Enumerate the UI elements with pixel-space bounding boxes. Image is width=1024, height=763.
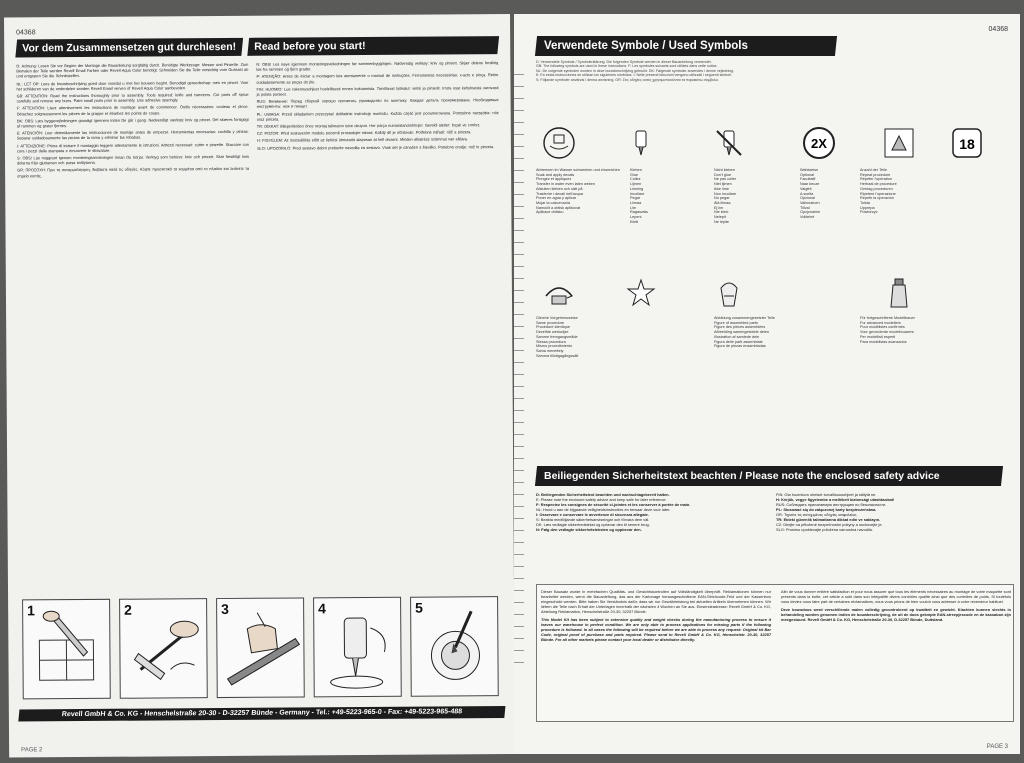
intro-line: D: Verwendete Symbole / Symbolerklärung. Die folgenden Symbole werden in dieser Bauanleitung verwendet. <box>536 60 712 64</box>
legend-line: Optional <box>800 172 815 177</box>
legend-line: Lijmen <box>630 182 642 187</box>
legend-line: Glue <box>630 172 639 177</box>
paragraph: FIN: HUOMIO: Lue rakennusohjeet huolellisesti ennen kokoamista. Tarvittavat työkalut: veitsi ja pinsetit. Irrota osat kehyksestä varovasti ja poista purseet. <box>256 84 499 97</box>
legend-line: Para modelistas avanzados <box>860 339 907 344</box>
legend-line: Same procedure <box>536 320 565 325</box>
instructions-column-2 <box>256 60 502 590</box>
safety-line: FIN: Ota huomioon oheiset turvallisuusohjeet ja säilytä ne. <box>776 492 877 497</box>
filing-illustration <box>217 598 306 699</box>
bottle-icon <box>882 276 916 310</box>
legend-line: Facultatif <box>800 177 816 182</box>
safety-line: N: Følg den vedlagte sikkerhetsteksten og oppbevar den. <box>536 527 642 532</box>
legend-line: Tillval <box>800 205 810 210</box>
legend-line: Opcjonalnie <box>800 210 821 215</box>
legend-line: Lepení <box>630 215 642 220</box>
symbol-row-2 <box>536 276 1006 316</box>
legend-line: Ragasztás <box>630 210 648 215</box>
svg-text:18: 18 <box>959 136 975 152</box>
step-number: 4 <box>318 600 326 617</box>
step-panel-2 <box>119 598 208 699</box>
safety-line: GR: Τηρείτε τις συνημμένες οδηγίες ασφαλείας. <box>776 512 858 517</box>
legend-line: Abtrennen im Wasser schwenken und einweichen <box>536 168 620 172</box>
legend-glue <box>630 168 676 270</box>
legend-line: Naar keuze <box>800 182 820 187</box>
ref-code: 04368 <box>16 29 36 37</box>
legend-line: Repeat procedure <box>860 172 891 177</box>
intro-line: GB: The following symbols are used in these instructions. F: Les symboles suivants sont utilisés dans cette notice. <box>536 64 718 69</box>
assembly-steps <box>22 596 501 707</box>
banner-safety: Beiliegenden Sicherheitstext beachten / Please note the enclosed safety advice <box>535 466 1003 486</box>
company-footer: Revell GmbH & Co. KG - Henschelstraße 20-30 - D-32257 Bünde - Germany - Tel.: +49-5223-965-0 - Fax: +49-5223-965-488 <box>18 706 505 721</box>
paragraph: PL: UWAGA: Przed składaniem przeczytać dokładnie instrukcję montażu. Każda część jest ponumerowana. Potrzebne narzędzia: nóż oraz pinceta. <box>256 109 499 122</box>
legend-line: Valgfrit <box>800 186 812 191</box>
legend-line: Figura de piezas ensambladas <box>714 344 766 349</box>
step-panel-4 <box>313 597 402 698</box>
trimming-illustration <box>120 599 209 700</box>
legend-line: Dezelfde werkwijze <box>536 330 569 335</box>
optional-figure-icon <box>882 126 916 160</box>
ref-code: 04368 <box>988 26 1008 33</box>
banner-read-en: Read before you start! <box>247 36 499 56</box>
paragraph: D: Achtung: Lesen Sie vor Beginn der Montage die Bauanleitung sorgfältig durch. Benötigte Werkzeuge: Messer und Pinzette. Zum Bemalen der Teile werden Revell Email Farben oder Revell Aqua Color benötigt. Schneiden Sie die Teile vorsichtig vom Gussast ab und entgraten Sie die Schnittstellen. <box>16 61 249 79</box>
advanced-icon <box>712 276 746 310</box>
legend-line: Älä liimaa <box>714 200 731 205</box>
notice-paragraph: Dieser Bausatz wurde in mehrfachen Qualitäts- und Gewichtskontrollen auf Vollständigkeit überprüft. Reklamationen können nur bearbeitet werden, wenn die Bauanleitung, das aus der Kartonage herausgeschnittene EAN-Strichcode-Feld und der Kassenbon eingeschickt werden. Bitte haben Sie Verständnis dafür, dass wir nur Gewährleistung bei aktuellen Artikeln übernehmen können. Wir liefern die Teile nach Erhalt der Unterlagen innerhalb der nächsten 4 Wochen an Sie aus. Einsendeadresse: Revell GmbH & Co. KG, Abteilung Reklamation, Henschelstraße 20-30, 32257 Bünde. <box>541 589 771 614</box>
step-panel-1 <box>22 599 111 700</box>
banner-used-symbols: Verwendete Symbole / Used Symbols <box>535 36 837 56</box>
legend-line: No pegar <box>714 196 730 201</box>
decal-water-icon <box>542 126 576 160</box>
legend-line: Afsluiten kleben och sätt på <box>536 186 583 191</box>
notice-column-left <box>541 589 771 642</box>
step-number: 1 <box>27 602 36 619</box>
legend-line: Samma tillvägagångssätt <box>536 353 579 358</box>
legend-line: Wahlweise <box>800 168 819 172</box>
legend-no-glue <box>714 168 768 270</box>
legend-line: Opcional <box>800 196 815 201</box>
safety-line: NL: Houd u aan de bijgaande veiligheidsinstructies en bewaar deze voor later. <box>536 507 671 512</box>
step-panel-3 <box>216 597 305 698</box>
legend-decals <box>536 168 628 270</box>
same-procedure-icon <box>542 276 576 310</box>
legend-line: Volitelně <box>800 215 815 220</box>
legend-line: Nicht kleben <box>714 168 735 172</box>
instructions-column-1 <box>16 62 252 592</box>
step-panel-5 <box>410 596 499 697</box>
legend-line: Abbildung zusammengesetzter Teile <box>714 316 775 320</box>
safety-line: RUS: Соблюдать прилагаемую инструкцию по безопасности. <box>776 502 887 507</box>
page-number: PAGE 2 <box>21 747 43 754</box>
legend-line: Sama menettely <box>536 348 564 353</box>
left-page <box>4 14 515 758</box>
safety-line: CZ: Dbejte na přiložené bezpečnostní pokyny a uschovejte je. <box>776 522 883 527</box>
safety-column-right <box>776 492 1006 572</box>
legend-line: Figura delle parti assemblate <box>714 339 763 344</box>
legend-line: Kleiti <box>630 219 639 224</box>
margin-rule-lines <box>514 74 524 674</box>
legend-line: Stessa procedura <box>536 339 566 344</box>
legend-line: Liimaa <box>630 200 642 205</box>
paragraph: DK: OBS: Læs byggevejledningen grundigt igennem inden De går i gang. Nødvendigt værktøj: kniv og pincet. Del skæres forsigtigt af rammen og grater fjernes. <box>16 116 249 129</box>
legend-line: Collez <box>630 177 641 182</box>
paragraph: P: ATENÇÃO: Antes de iniciar a montagem leia atentamente o manual de instruções. Ferramentas necessárias: x-acto e pinça. Retire cuidadosamente as peças do jito. <box>256 72 499 85</box>
paragraph: F: ATTENTION: Lisez attentivement les instructions de montage avant de commencer. Outils nécessaires: couteau et pince. Détachez soigneusement les pièces de la grappe et ébarbez les points de coupe. <box>16 104 249 117</box>
notice-paragraph: This Model Kit has been subject to extensive quality and weight checks during the manufacturing process to ensure it leaves our warehouse in perfect condition. We are only able to process applications for missing parts if the following procedure is followed. In all cases the following will be required before we are able to process any request: Original kit Bar Code, original proof of purchase and parts required. Please send to Revell GmbH & Co. KG, Henschelstr. 20-30, 32257 Bünde. For all other markets please contact your local dealer or distributor directly. <box>541 617 771 642</box>
legend-line: Don't glue <box>714 172 731 177</box>
legend-line: Ej lim <box>714 205 724 210</box>
paragraph: TR: DİKKAT: Bileşenlerden önce montaj talimatını iyice okuyun. Her parça numaralandırılmıştır. Gerekli aletler: bıçak ve cımbız. <box>256 122 481 129</box>
legend-line: Upprepa <box>860 205 875 210</box>
legend-line: Trasferire i decali nell'acqua <box>536 191 584 196</box>
legend-line: Gentag proceduren <box>860 186 893 191</box>
paragraph: H: FIGYELEM: Az összeállítás előtt az építési útmutatót alaposan át kell olvasni. Minden alkatrész számmal van ellátva. <box>256 136 469 144</box>
safety-line: DK: Læs vedlagte sikkerhedstekst og opbevar den til senere brug. <box>536 522 650 527</box>
legend-line: Mismo procedimiento <box>536 344 573 349</box>
paragraph: S: OBS! Läs noggrant igenom monteringsanvisningen innan Du börjar. Verktyg som behövs: kniv och pincett. Skär försiktigt loss delarna från gjutramen och putsa snittytorna. <box>16 153 250 166</box>
legend-line: Ripetere l'operazione <box>860 191 896 196</box>
legend-line: Kleben <box>630 168 642 172</box>
legend-line: Pegar <box>630 196 641 201</box>
safety-line: E: Please note the enclosed safety advice and keep safe for later reference. <box>536 497 667 502</box>
legend-line: Für fortgeschrittene Modellbauer <box>860 316 915 320</box>
assembled-parts-icon <box>624 276 658 310</box>
step-number: 3 <box>221 600 229 618</box>
legend-line: Soak and apply decals <box>536 172 575 177</box>
notice-paragraph: Afin de vous donner entière satisfaction et pour nous assurer que tous les éléments nécessaires au montage de votre maquette sont présents dans la boîte, cet article a subi dans son intégralité divers contrôles qualité ainsi que des contrôles de poids. Si toutefois vous deviez nous faire part de certaines réclamations, nous vous prions de bien vouloir vous adresser à votre revendeur habituel. <box>781 589 1011 604</box>
legend-line: Anzahl der Teile <box>860 168 887 172</box>
legend-line: Gleiche Vorgehensweise <box>536 316 578 320</box>
legend-line: Repetir la operación <box>860 196 894 201</box>
intro-line: NL: De volgende symbolen worden in deze bouwbeschrijving gebruikt. DK: Følgende symboler anvendes i denne vejledning. <box>536 68 735 73</box>
legend-line: Niet lijmen <box>714 182 732 187</box>
painting-illustration <box>411 597 500 698</box>
legend-line: Afbeelding samengestelde delen <box>714 330 770 335</box>
legend-assembled <box>714 316 844 374</box>
legend-line: Répéter l'opération <box>860 177 892 182</box>
legend-same-procedure <box>536 316 636 374</box>
step-number: 2 <box>124 601 133 618</box>
safety-line: F: Respectez les consignes de sécurité ci-jointes et les conserver à portée de main. <box>536 502 691 507</box>
legend-line: Ikke lime <box>714 186 729 191</box>
page-number: PAGE 3 <box>986 744 1008 750</box>
legend-line: Voor gevorderde modelbouwers <box>860 330 914 335</box>
gluing-illustration <box>314 598 403 699</box>
safety-line: SLO: Prosimo upoštevajte priložena varnostna navodila. <box>776 527 873 532</box>
legend-line: Samme fremgangsmåde <box>536 334 578 339</box>
safety-line: I: Osservare e conservare le avvertenze di sicurezza allegate. <box>536 512 649 517</box>
legend-line: Figure of assembled parts <box>714 320 758 325</box>
legend-advanced <box>860 316 1004 374</box>
legend-line: Illustration af samlede dele <box>714 334 760 339</box>
legend-line: Namočit a obtisk aplikovat <box>536 205 581 210</box>
legend-line: Plongez et appliquez <box>536 177 572 182</box>
safety-line: D: Beiliegenden Sicherheitstext beachten und nachschlagebereit halten. <box>536 492 670 497</box>
legend-optional <box>800 168 854 270</box>
intro-line: E: En estas instrucciones se utilizan los siguientes símbolos. I: Nelle presenti istruzioni vengono utilizzati i seguenti simboli. <box>536 73 732 78</box>
cutting-illustration <box>23 600 112 701</box>
legend-line: Aplikace obtisku <box>536 210 564 215</box>
paragraph: N: OBS! Les nøye igjennom monteringsveiledningen før sammenbyggingen. Nødvendig verktøy: kniv og pinsett. Skjær delene forsiktig løs fra rammen og fjern grader. <box>256 60 499 72</box>
legend-line: Mojar la calcomanía <box>536 200 570 205</box>
legend-line: Valinnainen <box>800 200 820 205</box>
intro-line: S: Följande symboler används i denna anvisning. GR: Στις οδηγίες αυτές χρησιμοποιούνται τα παρακάτω σύμβολα. <box>536 77 719 82</box>
symbol-row-1 <box>536 126 1006 166</box>
legend-line: Herhaal de procedure <box>860 182 897 187</box>
legend-line: Procédure identique <box>536 325 570 330</box>
legend-line: Poner en agua y aplicar <box>536 196 577 201</box>
notice-column-right <box>781 589 1011 622</box>
paragraph: RUS: Внимание: Перед сборкой хорошо прочитать руководство по монтажу. Каждая деталь пронумерована. Необходимые инструменты: нож и пинцет. <box>256 97 499 110</box>
legend-line: Toista <box>860 200 870 205</box>
symbols-intro <box>536 60 1006 120</box>
legend-line: Powtórzyć <box>860 210 878 215</box>
age-18-icon <box>950 126 984 160</box>
repeat-2x-icon <box>802 126 836 160</box>
paragraph: I: ATTENZIONE: Prima di iniziare il montaggio leggere attentamente le istruzioni. Attrezzi necessari: cutter e pinzette. Staccare con cura i pezzi dalla stampata e rimuovere le sbavature. <box>16 141 249 154</box>
legend-repeat <box>860 168 1004 270</box>
legend-line: Ne lepite <box>714 219 729 224</box>
safety-column-left <box>536 492 768 572</box>
step-number: 5 <box>415 599 423 616</box>
right-page <box>514 14 1020 754</box>
safety-line: S: Beakta medföljande säkerhetsanvisningar och förvara dem väl. <box>536 517 650 522</box>
legend-line: Pour modélistes confirmés <box>860 325 905 330</box>
legend-line: Nelepit <box>714 215 726 220</box>
safety-line: H: Kérjük, vegye figyelembe a mellékelt biztonsági utasításokat! <box>776 497 895 502</box>
paragraph: GB: ATTENTION: Read the instructions thoroughly prior to assembly. Tools required: knife and tweezers. Cut parts off sprue carefully and remove any burrs. Paint small parts prior to assembly. Use adhesive sparingly. <box>16 91 249 104</box>
legend-line: For advanced modellers <box>860 320 901 325</box>
legend-line: Non incollare <box>714 191 737 196</box>
notice-paragraph: Deze bouwdoos werd verschillende malen volledig gecontroleerd op kwaliteit en gewicht. Klachten kunnen slechts in behandeling worden genomen indien de bouwbeschrijving, de uit de doos geknipte EAN-streepjescode en de kassabon zijn meegestuurd. Revell GmbH & Co. KG, Henschelstraße 20-30, D-32257 Bünde, Duitsland. <box>781 607 1011 622</box>
legend-line: Figure des pièces assemblées <box>714 325 766 330</box>
legend-line: Ne pas coller <box>714 177 737 182</box>
legend-line: A scelta <box>800 191 814 196</box>
legend-line: Incollare <box>630 191 645 196</box>
missing-parts-notice <box>536 584 1014 722</box>
paragraph: E: ATENCIÓN: Leer detenidamente las instrucciones de montaje antes de empezar. Herramientas necesarias: cuchilla y pinzas. Separar cuidadosamente las piezas de la rama y eliminar las rebabas. <box>16 129 249 141</box>
paragraph: NL: LET OP: Lees de bouwbeschrijving goed door voordat u met het bouwen begint. Benodigd gereedschap: mes en pincet. Voor het schilderen van de onderdelen worden Revell Email verven of Revell Aqua Color aanbevolen. <box>16 79 249 92</box>
legend-line: Lim <box>630 205 637 210</box>
safety-line: PL: Stosować się do załączonej karty bezpieczeństwa. <box>776 507 877 512</box>
no-glue-icon <box>712 126 746 160</box>
legend-line: Limning <box>630 186 644 191</box>
paragraph: SLO: UPOZORILO: Pred sestavo dobro preberite navodila za sestavo. Vsak del je označen s številko. Potrebno orodje: nož in pinceta. <box>256 143 495 151</box>
legend-line: Per modellisti esperti <box>860 334 896 339</box>
banner-read-de: Vor dem Zusammensetzen gut durchlesen! <box>15 38 243 58</box>
paragraph: CZ: POZOR: Před sestavením modelu pozorně prostudujte návod. Každý díl je očíslován. Potřebné nářadí: nůž a pinzeta. <box>256 129 472 137</box>
safety-line: TR: Ekteki güvenlik talimatlarına dikkat edin ve saklayın. <box>776 517 881 522</box>
legend-line: Nie kleić <box>714 210 729 215</box>
paragraph: GR: ΠΡΟΣΟΧΗ: Πριν τη συναρμολόγηση, διαβάστε καλά τις οδηγίες. Κόψτε προσεκτικά τα κομμάτια από το πλαίσιο και λειάνετε τα σημεία κοπής. <box>17 166 250 179</box>
glue-icon <box>624 126 658 160</box>
svg-text:2X: 2X <box>811 136 827 151</box>
legend-line: Transfer in water even laten weken <box>536 182 595 187</box>
